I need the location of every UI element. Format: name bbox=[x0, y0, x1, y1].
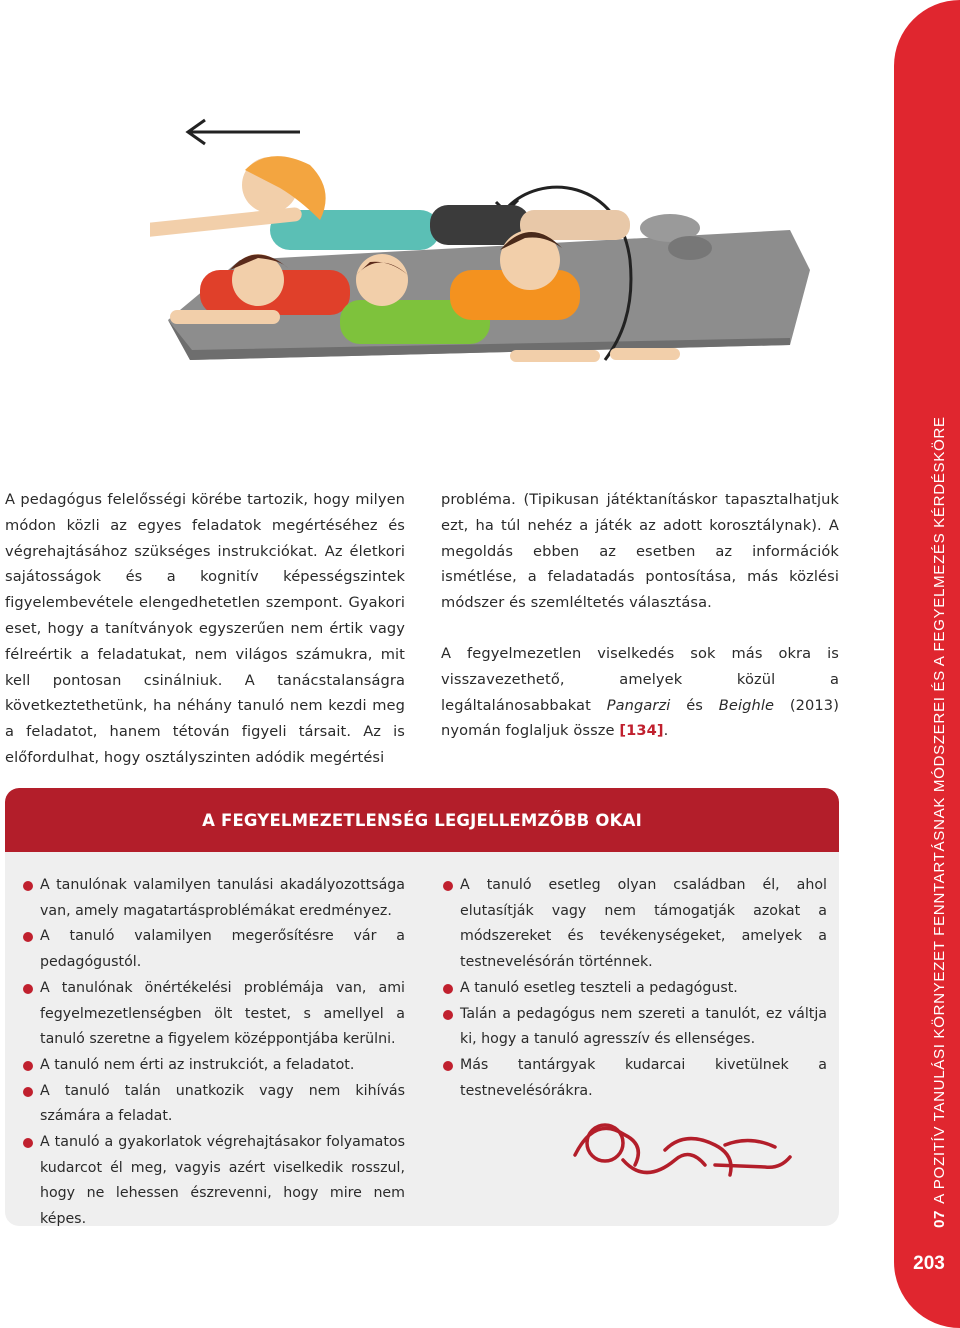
cause-item bbox=[443, 976, 827, 1002]
children-rolling-illustration bbox=[150, 110, 810, 410]
bullet-icon bbox=[23, 881, 33, 891]
chapter-number: 07 bbox=[931, 1209, 948, 1228]
bullet-icon bbox=[443, 1061, 453, 1071]
right-paragraph-1: probléma. (Tipikusan játéktanításkor tapasztalhatjuk ezt, ha túl nehéz a játék az adott korosztálynak). A megoldás ebben az esetben az információk ismétlése, a feladatadás pontosítása, más közlési módszer és szemléltetés választása. bbox=[441, 491, 839, 612]
cause-text: Más tantárgyak kudarcai kivetülnek a testnevelésórákra. bbox=[460, 1056, 827, 1099]
paragraph-text: . bbox=[663, 722, 669, 740]
chapter-side-tab bbox=[894, 0, 960, 1328]
chapter-label bbox=[931, 416, 948, 1228]
bullet-icon bbox=[443, 881, 453, 891]
bullet-icon bbox=[23, 1138, 33, 1148]
cause-text: Talán a pedagógus nem szereti a tanulót, ez váltja ki, hogy a tanuló agresszív és ellenséges. bbox=[460, 1005, 827, 1048]
left-column bbox=[5, 487, 405, 796]
cause-item bbox=[443, 873, 827, 976]
right-paragraph-2 bbox=[441, 641, 839, 744]
cause-item bbox=[23, 1053, 405, 1079]
cause-item bbox=[443, 1053, 827, 1104]
paragraph-text: (2013) nyomán foglaljuk össze bbox=[441, 696, 839, 740]
bullet-icon bbox=[443, 984, 453, 994]
cause-item bbox=[23, 1130, 405, 1226]
bullet-icon bbox=[23, 1061, 33, 1071]
cause-item bbox=[23, 924, 405, 975]
cause-item bbox=[443, 1002, 827, 1053]
stick-figure-doodle-icon bbox=[565, 1105, 805, 1195]
cause-text: A tanulónak önértékelési problémája van, ami fegyelmezetlenségben ölt testet, s amellyel a tanuló szeretne a figyelem középpontjába kerülni. bbox=[40, 979, 405, 1048]
bullet-icon bbox=[443, 1010, 453, 1020]
causes-list-left bbox=[23, 873, 405, 1226]
left-paragraph: A pedagógus felelősségi körébe tartozik, hogy milyen módon közli az egyes feladatok megértéséhez és végrehajtásához szükséges instrukciókat. Az életkori sajátosságok és a kognitív képességszintek figyelembevétele elengedhetetlen szempont. Gyakori eset, hogy a tanítványok egyszerűen nem értik vagy félreértik a feladatukat, nem világos számukra, mit kell pontosan csinálniuk. A tanácstalanságra következtethetünk, ha néhány tanuló nem kezdi meg a feladatot, hanem tétován figyeli társait. Az is előfordulhat, hogy osztályszinten adódik megértési bbox=[5, 491, 405, 766]
paragraph-text: A fegyelmezetlen viselkedés sok más okra is visszavezethető, amelyek közül a legáltalánosabbakat bbox=[441, 644, 839, 714]
box-left-column bbox=[23, 873, 405, 1226]
author-beighle: Beighle bbox=[718, 696, 775, 714]
right-column bbox=[441, 487, 839, 769]
paragraph-text: és bbox=[670, 696, 719, 714]
box-right-column bbox=[443, 873, 827, 1104]
bullet-icon bbox=[23, 932, 33, 942]
causes-box bbox=[5, 788, 839, 1226]
author-pangarzi: Pangarzi bbox=[606, 696, 671, 714]
cause-item bbox=[23, 976, 405, 1053]
cause-item bbox=[23, 1079, 405, 1130]
cause-item bbox=[23, 873, 405, 924]
cause-text: A tanuló valamilyen megerősítésre vár a pedagógustól. bbox=[40, 928, 405, 971]
causes-list-right bbox=[443, 873, 827, 1104]
cause-text: A tanuló esetleg olyan családban él, ahol elutasítják vagy nem támogatják azokat a módszereket és tevékenységeket, amelyek a testnevelésórán történnek. bbox=[460, 877, 827, 971]
reference-link[interactable]: [134] bbox=[619, 722, 664, 740]
bullet-icon bbox=[23, 1087, 33, 1097]
cause-text: A tanuló nem érti az instrukciót, a feladatot. bbox=[40, 1056, 355, 1073]
cause-text: A tanulónak valamilyen tanulási akadályozottsága van, amely magatartásproblémákat eredményez. bbox=[40, 877, 405, 919]
cause-text: A tanuló esetleg teszteli a pedagógust. bbox=[460, 979, 738, 996]
bullet-icon bbox=[23, 984, 33, 994]
cause-text: A tanuló a gyakorlatok végrehajtásakor folyamatos kudarcot él meg, vagyis azért viselkedik rosszul, hogy ne lehessen észrevenni, hogy mire nem képes. bbox=[40, 1134, 405, 1226]
cause-text: A tanuló talán unatkozik vagy nem kihívás számára a feladat. bbox=[40, 1082, 405, 1125]
chapter-title: A POZITÍV TANULÁSI KÖRNYEZET FENNTARTÁSNAK MÓDSZEREI ÉS A FEGYELMEZÉS KÉRDÉSKÖRE bbox=[931, 416, 948, 1204]
left-arrow-icon bbox=[188, 120, 300, 144]
box-title: A FEGYELMEZETLENSÉG LEGJELLEMZŐBB OKAI bbox=[5, 788, 839, 852]
page-number: 203 bbox=[913, 1253, 945, 1274]
